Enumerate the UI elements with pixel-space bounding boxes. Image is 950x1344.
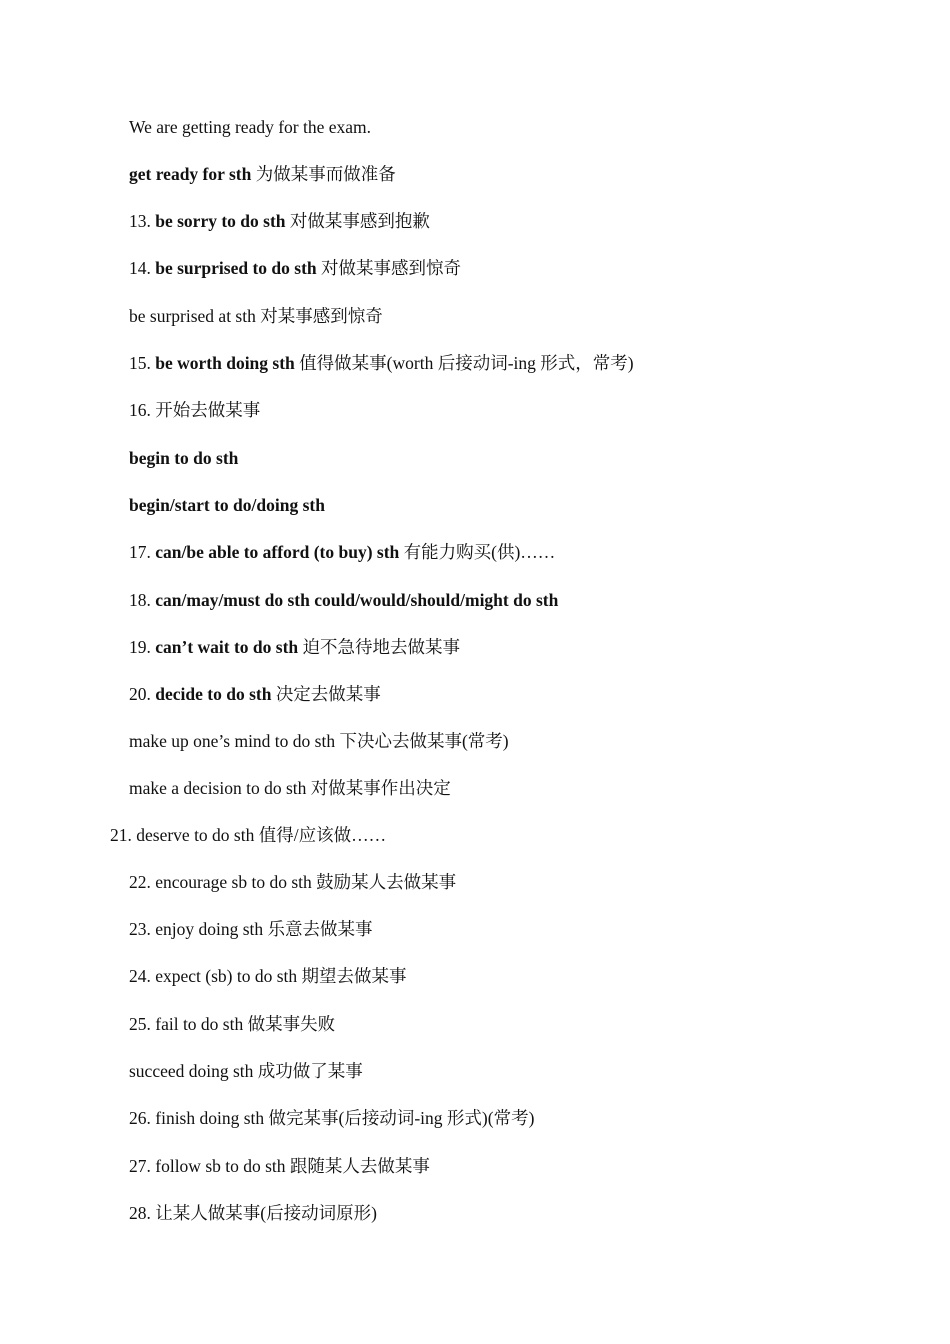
text-line: 22. encourage sb to do sth 鼓励某人去做某事 xyxy=(129,872,457,892)
text-line: We are getting ready for the exam. xyxy=(129,117,372,137)
text-line: 28. 让某人做某事(后接动词原形) xyxy=(129,1203,377,1223)
text-line: make up one’s mind to do sth 下决心去做某事(常考) xyxy=(129,731,509,751)
text-line: 18. can/may/must do sth could/would/should/might do sth xyxy=(129,590,559,610)
text-line: begin/start to do/doing sth xyxy=(129,495,325,515)
text-line: succeed doing sth 成功做了某事 xyxy=(129,1061,363,1081)
text-line: 16. 开始去做某事 xyxy=(129,400,261,420)
text-line: be surprised at sth 对某事感到惊奇 xyxy=(129,306,383,326)
text-line: 19. can’t wait to do sth 迫不急待地去做某事 xyxy=(129,637,461,657)
text-line: make a decision to do sth 对做某事作出决定 xyxy=(129,778,451,798)
text-line: 13. be sorry to do sth 对做某事感到抱歉 xyxy=(129,211,430,231)
text-line: 21. deserve to do sth 值得/应该做…… xyxy=(110,825,387,845)
text-line: 20. decide to do sth 决定去做某事 xyxy=(129,684,381,704)
text-line: 24. expect (sb) to do sth 期望去做某事 xyxy=(129,966,407,986)
text-line: 26. finish doing sth 做完某事(后接动词-ing 形式)(常考) xyxy=(129,1108,535,1128)
text-line: get ready for sth 为做某事而做准备 xyxy=(129,164,396,184)
text-line: 25. fail to do sth 做某事失败 xyxy=(129,1014,336,1034)
text-line: 14. be surprised to do sth 对做某事感到惊奇 xyxy=(129,258,462,278)
text-line: 27. follow sb to do sth 跟随某人去做某事 xyxy=(129,1156,430,1176)
text-line: 15. be worth doing sth 值得做某事(worth 后接动词-ing 形式，常考) xyxy=(129,353,634,373)
text-line: 23. enjoy doing sth 乐意去做某事 xyxy=(129,919,373,939)
text-line: begin to do sth xyxy=(129,448,239,468)
text-line: 17. can/be able to afford (to buy) sth 有能力购买(供)…… xyxy=(129,542,556,562)
